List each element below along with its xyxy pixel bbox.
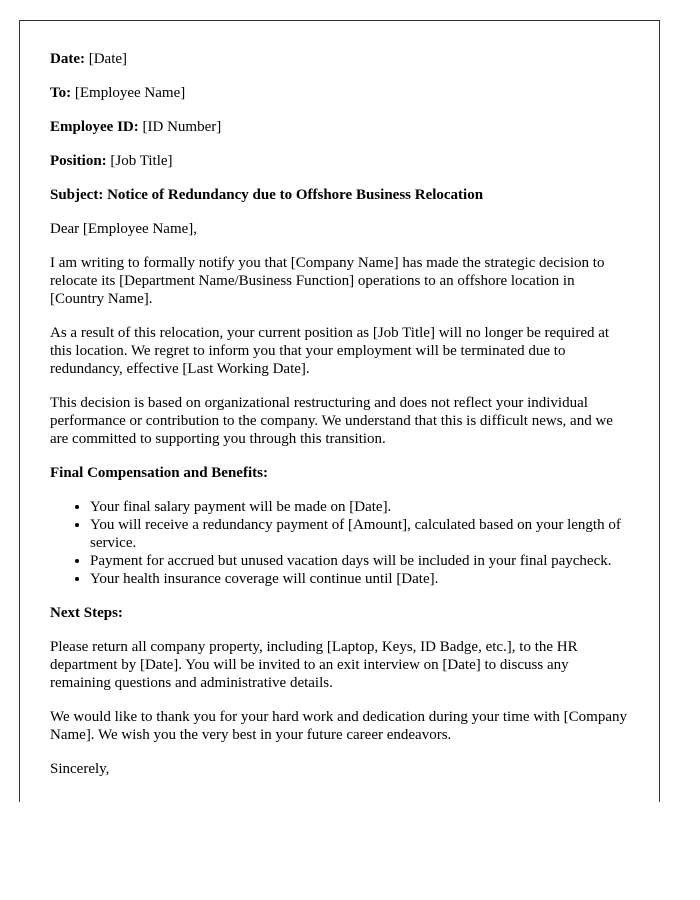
compensation-list (50, 498, 630, 588)
salutation: Dear [Employee Name], (50, 221, 198, 237)
letter-page (19, 20, 660, 802)
to-label: To: (50, 85, 72, 101)
compensation-heading: Final Compensation and Benefits: (50, 465, 268, 481)
to-value: [Employee Name] (74, 85, 186, 101)
letter-body (50, 50, 630, 794)
subject-line: Subject: Notice of Redundancy due to Offshore Business Relocation (50, 187, 484, 203)
position-value: [Job Title] (110, 153, 173, 169)
paragraph-return-property: Please return all company property, including [Laptop, Keys, ID Badge, etc.], to the HR department by [Date]. You will be invited to an exit interview on [Date] to discuss any remaining questions and administrative details. (50, 639, 578, 691)
date-value: [Date] (88, 51, 128, 67)
position-label: Position: (50, 153, 107, 169)
paragraph-redundancy: As a result of this relocation, your current position as [Job Title] will no longer be required at this location. We regret to inform you that your employment will be terminated due to redundancy, effective [Last Working Date]. (50, 325, 610, 377)
employee-id-line (50, 118, 630, 136)
list-item: • Payment for accrued but unused vacation days will be included in your final paycheck. (90, 552, 630, 570)
to-line (50, 84, 630, 102)
employee-id-label: Employee ID: (50, 119, 139, 135)
list-item: • Your health insurance coverage will continue until [Date]. (90, 570, 630, 588)
paragraph-thanks: We would like to thank you for your hard work and dedication during your time with [Company Name]. We wish you the very best in your future career endeavors. (50, 709, 628, 743)
paragraph-decision: This decision is based on organizational restructuring and does not reflect your individual performance or contribution to the company. We understand that this is difficult news, and we are committed to supporting you through this transition. (50, 395, 613, 447)
date-label: Date: (50, 51, 85, 67)
position-line (50, 152, 630, 170)
employee-id-value: [ID Number] (142, 119, 222, 135)
date-line (50, 50, 630, 68)
next-steps-heading: Next Steps: (50, 605, 123, 621)
list-item: • Your final salary payment will be made on [Date]. (90, 498, 630, 516)
list-item: • You will receive a redundancy payment of [Amount], calculated based on your length of service. (90, 516, 630, 552)
closing: Sincerely, (50, 761, 110, 777)
paragraph-relocation: I am writing to formally notify you that [Company Name] has made the strategic decision to relocate its [Department Name/Business Function] operations to an offshore location in [Country Name]. (50, 255, 605, 307)
